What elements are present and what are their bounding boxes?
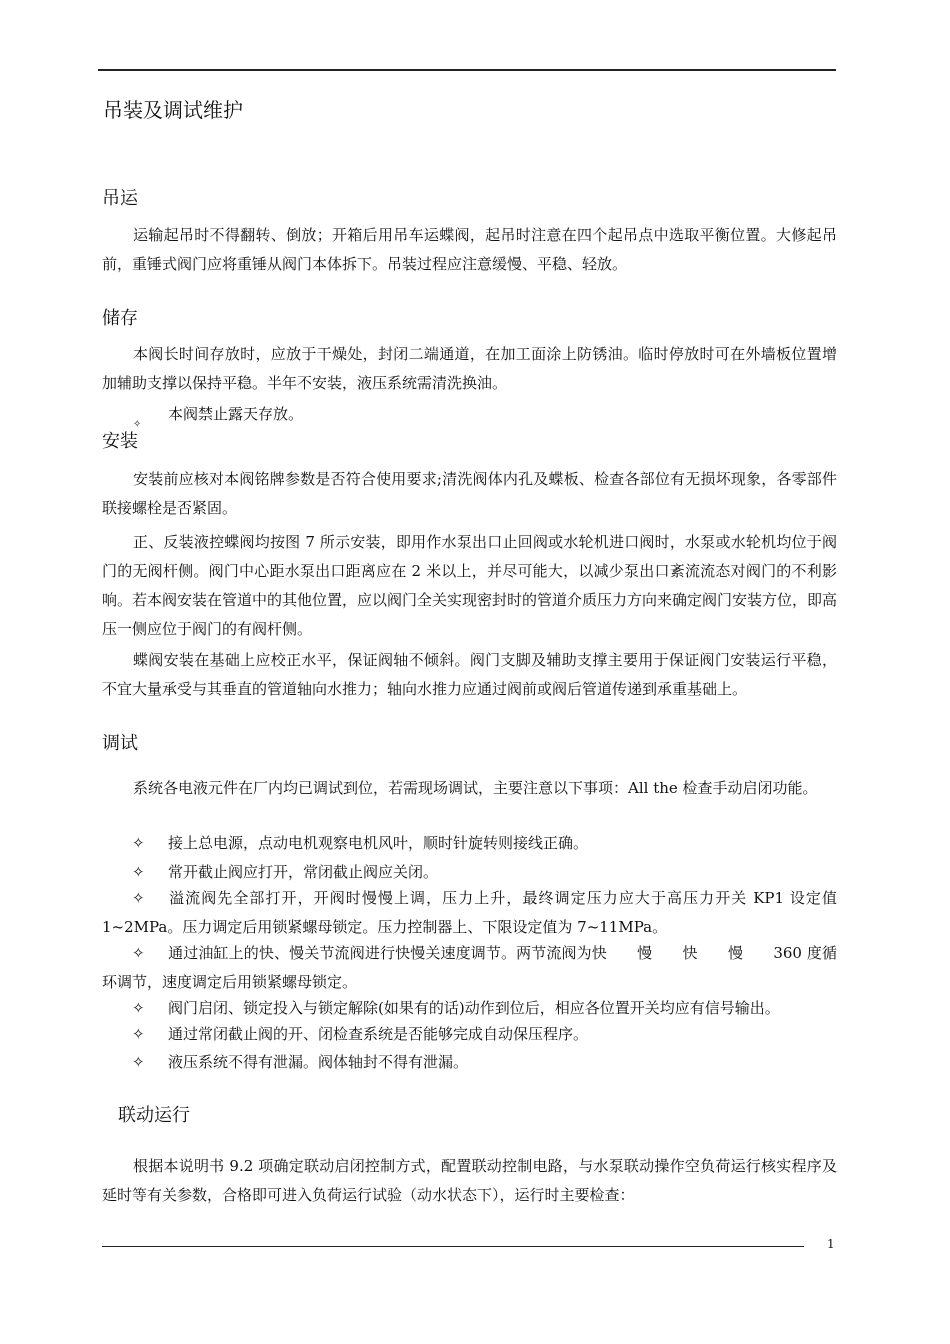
bullet-star-icon: ✧ (132, 834, 145, 852)
install-paragraph-1: 安装前应核对本阀铭牌参数是否符合使用要求;清洗阀体内孔及蝶板、检查各部位有无损坏现象，各零部件联接螺栓是否紧固。 (102, 470, 837, 517)
bullet-star-icon: ✧ (132, 944, 145, 962)
debug-bullet-4: ✧ 通过油缸上的快、慢关节流阀进行快慢关速度调节。两节流阀为快 慢 快 慢 360 度循环调节，速度调定后用锁紧螺母锁定。 (102, 939, 837, 997)
section-heading-install: 安装 (102, 431, 138, 452)
bullet-star-icon: ✧ (132, 999, 145, 1017)
header-rule (98, 69, 836, 71)
section-heading-debug: 调试 (102, 733, 138, 754)
debug-bullet-5: ✧ 阀门启闭、锁定投入与锁定解除(如果有的话)动作到位后，相应各位置开关均应有信号输出。 (102, 994, 837, 1023)
section-heading-linkage: 联动运行 (118, 1105, 190, 1126)
debug-bullet-2: ✧ 常开截止阀应打开，常闭截止阀应关闭。 (102, 858, 837, 887)
install-paragraph-3: 蝶阀安装在基础上应校正水平，保证阀轴不倾斜。阀门支脚及辅助支撑主要用于保证阀门安装运行平稳，不宜大量承受与其垂直的管道轴向水推力；轴向水推力应通过阀前或阀后管道传递到承重基础上。 (102, 651, 837, 698)
debug-bullet-3: ✧ 溢流阀先全部打开，开阀时慢慢上调，压力上升，最终调定压力应大于高压力开关 KP1 设定值 1~2MPa。压力调定后用锁紧螺母锁定。压力控制器上、下限设定值为 7~11MPa。 (102, 884, 837, 942)
linkage-paragraph: 根据本说明书 9.2 项确定联动启闭控制方式，配置联动控制电路，与水泵联动操作空负荷运行核实程序及延时等有关参数，合格即可进入负荷运行试验（动水状态下），运行时主要检查： (102, 1157, 837, 1204)
bullet-star-icon: ✧ (132, 889, 145, 907)
debug-bullet-7: ✧ 液压系统不得有泄漏。阀体轴封不得有泄漏。 (102, 1048, 837, 1077)
bullet-star-icon: ✧ (132, 863, 145, 881)
debug-bullet-6: ✧ 通过常闭截止阀的开、闭检查系统是否能够完成自动保压程序。 (102, 1020, 837, 1049)
storage-note: 本阀禁止露天存放。 (168, 405, 304, 423)
bullet-star-icon: ✧ (132, 1025, 145, 1043)
footer-rule (102, 1246, 804, 1247)
install-paragraph-2: 正、反装液控蝶阀均按图 7 所示安装，即用作水泵出口止回阀或水轮机进口阀时，水泵或水轮机均位于阀门的无阀杆侧。阀门中心距水泵出口距离应在 2 米以上，并尽可能大，以减少泵出口紊流流态对阀门的不利影响。若本阀安装在管道中的其他位置，应以阀门全关实现密封时的管道介质压力方向来确定阀门安装方位，即高压一侧应位于阀门的有阀杆侧。 (102, 533, 838, 638)
hoist-paragraph: 运输起吊时不得翻转、倒放；开箱后用吊车运蝶阀，起吊时注意在四个起吊点中选取平衡位置。大修起吊前，重锤式阀门应将重锤从阀门本体拆下。吊装过程应注意缓慢、平稳、轻放。 (102, 226, 837, 273)
bullet-star-icon: ✧ (133, 419, 142, 430)
storage-paragraph: 本阀长时间存放时，应放于干燥处，封闭二端通道，在加工面涂上防锈油。临时停放时可在外墙板位置增加辅助支撑以保持平稳。半年不安装，液压系统需清洗换油。 (102, 345, 837, 392)
page-number: 1 (827, 1237, 835, 1251)
section-heading-hoist: 吊运 (102, 188, 138, 209)
section-heading-storage: 储存 (102, 308, 138, 329)
bullet-star-icon: ✧ (132, 1053, 145, 1071)
debug-paragraph: 系统各电液元件在厂内均已调试到位，若需现场调试，主要注意以下事项：All the 检查手动启闭功能。 (133, 779, 818, 797)
debug-bullet-1: ✧ 接上总电源，点动电机观察电机风叶，顺时针旋转则接线正确。 (102, 829, 837, 858)
page-title: 吊装及调试维护 (103, 98, 243, 122)
